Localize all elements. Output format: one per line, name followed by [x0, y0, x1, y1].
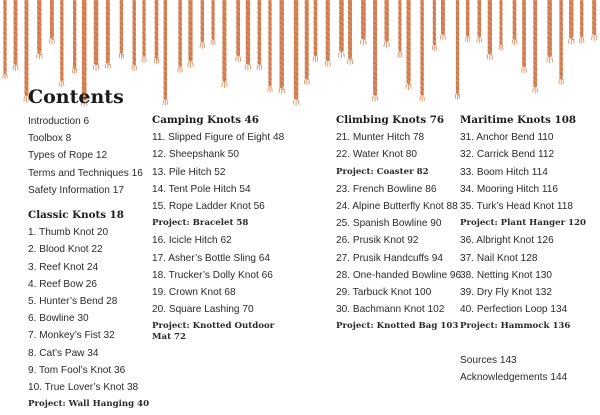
toc-entry[interactable]: Types of Rope 12 — [28, 150, 108, 162]
toc-entry[interactable]: 23. French Bowline 86 — [336, 183, 437, 195]
contents-column-3 — [336, 112, 462, 336]
toc-entry[interactable]: Acknowledgements 144 — [460, 371, 568, 383]
toc-entry[interactable]: 8. Cat’s Paw 34 — [28, 347, 99, 359]
rope-strand — [132, 0, 137, 71]
rope-strand — [432, 0, 436, 51]
project-entry[interactable]: Project: Knotted Bag 103 — [336, 321, 459, 332]
toc-entry[interactable]: 27. Prusik Handcuffs 94 — [336, 252, 443, 264]
rope-strand — [547, 0, 553, 63]
toc-entry[interactable]: 37. Nail Knot 128 — [460, 252, 538, 264]
rope-strand — [568, 0, 574, 45]
toc-entry[interactable]: 21. Munter Hitch 78 — [336, 132, 425, 144]
toc-entry[interactable]: 24. Alpine Butterfly Knot 88 — [336, 201, 458, 213]
toc-entry[interactable]: 19. Crown Knot 68 — [152, 287, 236, 299]
rope-strand — [339, 0, 345, 58]
toc-entry[interactable]: 7. Monkey’s Fist 32 — [28, 330, 115, 342]
toc-entry[interactable]: 3. Reef Knot 24 — [28, 261, 99, 273]
toc-entry[interactable]: 18. Trucker’s Dolly Knot 66 — [152, 269, 273, 281]
rope-strand — [268, 0, 272, 92]
toc-entry[interactable]: 30. Bachmann Knot 102 — [336, 304, 445, 316]
rope-strand — [406, 0, 411, 90]
toc-entry[interactable]: 40. Perfection Loop 134 — [460, 304, 568, 316]
toc-entry[interactable]: 22. Water Knot 80 — [336, 149, 417, 161]
project-entry[interactable]: Project: Bracelet 58 — [152, 218, 249, 229]
toc-entry[interactable]: 38. Netting Knot 130 — [460, 269, 553, 281]
project-entry[interactable]: Project: Knotted Outdoor Mat 72 — [152, 321, 275, 343]
toc-entry[interactable]: 2. Blood Knot 22 — [28, 244, 103, 256]
rope-strand — [257, 0, 262, 71]
toc-entry[interactable]: Introduction 6 — [28, 116, 90, 127]
toc-entry[interactable]: 32. Carrick Bend 112 — [460, 149, 555, 161]
rope-strand — [384, 0, 389, 48]
rope-strand — [440, 0, 445, 41]
project-entry[interactable]: Project: Wall Hanging 40 — [28, 399, 150, 410]
rope-strand — [13, 0, 18, 71]
section-heading[interactable]: Maritime Knots 108 — [460, 114, 577, 126]
toc-entry[interactable]: 25. Spanish Bowline 90 — [336, 218, 442, 230]
rope-strand — [37, 0, 42, 59]
rope-strand — [372, 0, 377, 102]
rope-strand — [222, 0, 227, 88]
contents-column-1 — [28, 113, 150, 413]
rope-strand — [3, 0, 7, 79]
rope-strand — [163, 0, 168, 106]
toc-entry[interactable]: 34. Mooring Hitch 116 — [460, 183, 558, 195]
toc-entry[interactable]: 39. Dry Fly Knot 132 — [460, 287, 553, 299]
rope-strand — [360, 0, 366, 45]
rope-strand — [72, 0, 76, 74]
project-entry[interactable]: Project: Plant Hanger 120 — [460, 218, 587, 229]
rope-strand — [348, 0, 353, 65]
rope-strand — [487, 0, 492, 60]
toc-entry[interactable]: 36. Albright Knot 126 — [460, 235, 554, 247]
toc-entry[interactable]: 29. Tarbuck Knot 100 — [336, 287, 432, 299]
spacer — [460, 336, 590, 344]
rope-strand — [420, 0, 425, 102]
spacer — [460, 344, 590, 352]
toc-entry[interactable]: 35. Turk’s Head Knot 118 — [460, 201, 573, 213]
rope-strand — [236, 0, 241, 62]
toc-entry[interactable]: 12. Sheepshank 50 — [152, 149, 239, 161]
toc-entry[interactable]: 13. Pile Hitch 52 — [152, 166, 226, 178]
rope-strand — [465, 0, 470, 43]
toc-entry[interactable]: 17. Asher’s Bottle Sling 64 — [152, 252, 271, 264]
rope-strand — [293, 0, 299, 106]
rope-strand — [533, 0, 538, 93]
toc-entry[interactable]: Toolbox 8 — [28, 133, 72, 145]
toc-entry[interactable]: 9. Tom Fool’s Knot 36 — [28, 364, 126, 376]
contents-column-2 — [152, 112, 285, 343]
toc-entry[interactable]: 14. Tent Pole Hitch 54 — [152, 183, 251, 195]
section-heading[interactable]: Classic Knots 18 — [28, 209, 124, 222]
toc-entry[interactable]: 15. Rope Ladder Knot 56 — [152, 201, 265, 213]
toc-entry[interactable]: 6. Bowline 30 — [28, 313, 89, 325]
rope-strand — [455, 0, 459, 100]
project-entry[interactable]: Project: Hammock 136 — [460, 321, 571, 332]
toc-entry[interactable]: Sources 143 — [460, 354, 517, 366]
rope-strand — [559, 0, 564, 85]
spacer — [28, 199, 143, 207]
rope-strand — [119, 0, 123, 59]
rope-strand — [49, 0, 54, 45]
rope-strand — [499, 0, 503, 51]
rope-strand — [200, 0, 205, 49]
toc-entry[interactable]: 20. Square Lashing 70 — [152, 304, 254, 316]
toc-entry[interactable]: 1. Thumb Knot 20 — [28, 227, 109, 239]
section-heading[interactable]: Climbing Knots 76 — [336, 114, 445, 126]
rope-strand — [105, 0, 110, 69]
toc-entry[interactable]: 4. Reef Bow 26 — [28, 278, 98, 290]
toc-entry[interactable]: 10. True Lover’s Knot 38 — [28, 382, 139, 394]
rope-strand — [398, 0, 402, 58]
rope-strand — [325, 0, 330, 67]
toc-entry[interactable]: 16. Icicle Hitch 62 — [152, 235, 232, 247]
rope-strand — [580, 0, 584, 44]
rope-strand — [245, 0, 251, 71]
toc-entry[interactable]: 31. Anchor Bend 110 — [460, 132, 554, 144]
rope-strand — [178, 0, 183, 73]
rope-strand — [93, 0, 99, 71]
rope-strand — [142, 0, 146, 63]
rope-strand — [512, 0, 517, 45]
toc-entry[interactable]: Terms and Techniques 16 — [28, 167, 143, 179]
toc-entry[interactable]: Safety Information 17 — [28, 184, 124, 196]
rope-strand — [154, 0, 159, 64]
rope-strand — [477, 0, 482, 44]
rope-strand — [60, 0, 64, 87]
contents-column-4 — [460, 112, 590, 386]
rope-strand — [188, 0, 193, 68]
rope-strand — [304, 0, 309, 85]
toc-entry[interactable]: 33. Boom Hitch 114 — [460, 166, 548, 178]
section-heading[interactable]: Camping Knots 46 — [152, 114, 259, 126]
toc-entry[interactable]: 11. Slipped Figure of Eight 48 — [152, 132, 285, 144]
rope-strand — [313, 0, 318, 62]
toc-entry[interactable]: 5. Hunter’s Bend 28 — [28, 296, 118, 308]
project-entry[interactable]: Project: Coaster 82 — [336, 166, 429, 177]
rope-strand — [279, 0, 285, 94]
rope-strand — [211, 0, 215, 45]
page-title: Contents — [28, 86, 124, 108]
rope-strand — [592, 0, 597, 41]
toc-entry[interactable]: 26. Prusik Knot 92 — [336, 235, 419, 247]
toc-entry[interactable]: 28. One-handed Bowline 96 — [336, 269, 462, 281]
rope-strand — [522, 0, 527, 73]
